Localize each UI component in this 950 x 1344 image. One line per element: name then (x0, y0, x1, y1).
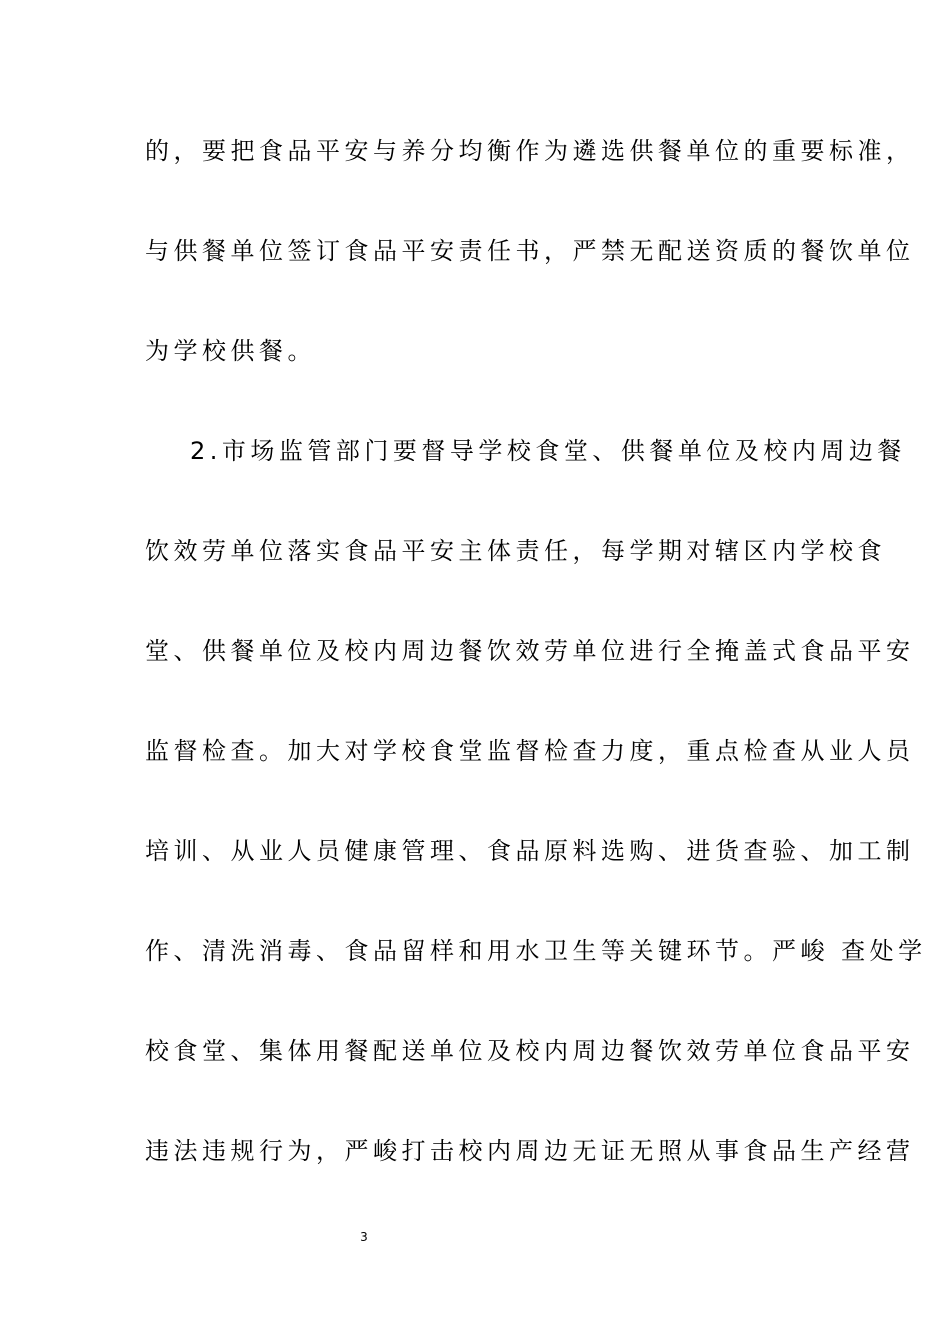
body-text-line: 与供餐单位签订食品平安责任书，严禁无配送资质的餐饮单位 (145, 237, 915, 265)
body-text-line: 校食堂、集体用餐配送单位及校内周边餐饮效劳单位食品平安 (145, 1037, 915, 1065)
paragraph-first-line: 2.市场监管部门要督导学校食堂、供餐单位及校内周边餐 (190, 437, 906, 465)
body-text-line: 的，要把食品平安与养分均衡作为遴选供餐单位的重要标准， (145, 137, 915, 165)
body-text-line: 堂、供餐单位及校内周边餐饮效劳单位进行全掩盖式食品平安 (145, 637, 915, 665)
body-text-line: 作、清洗消毒、食品留样和用水卫生等关键环节。严峻 查处学 (145, 937, 927, 965)
page-number: 3 (360, 1230, 368, 1244)
body-text-line: 培训、从业人员健康管理、食品原料选购、进货查验、加工制 (145, 837, 915, 865)
body-text-line: 监督检查。加大对学校食堂监督检查力度，重点检查从业人员 (145, 737, 915, 765)
body-text-line: 饮效劳单位落实食品平安主体责任，每学期对辖区内学校食 (145, 537, 886, 565)
body-text-line: 违法违规行为，严峻打击校内周边无证无照从事食品生产经营 (145, 1137, 915, 1165)
body-text-line: 为学校供餐。 (145, 337, 316, 365)
